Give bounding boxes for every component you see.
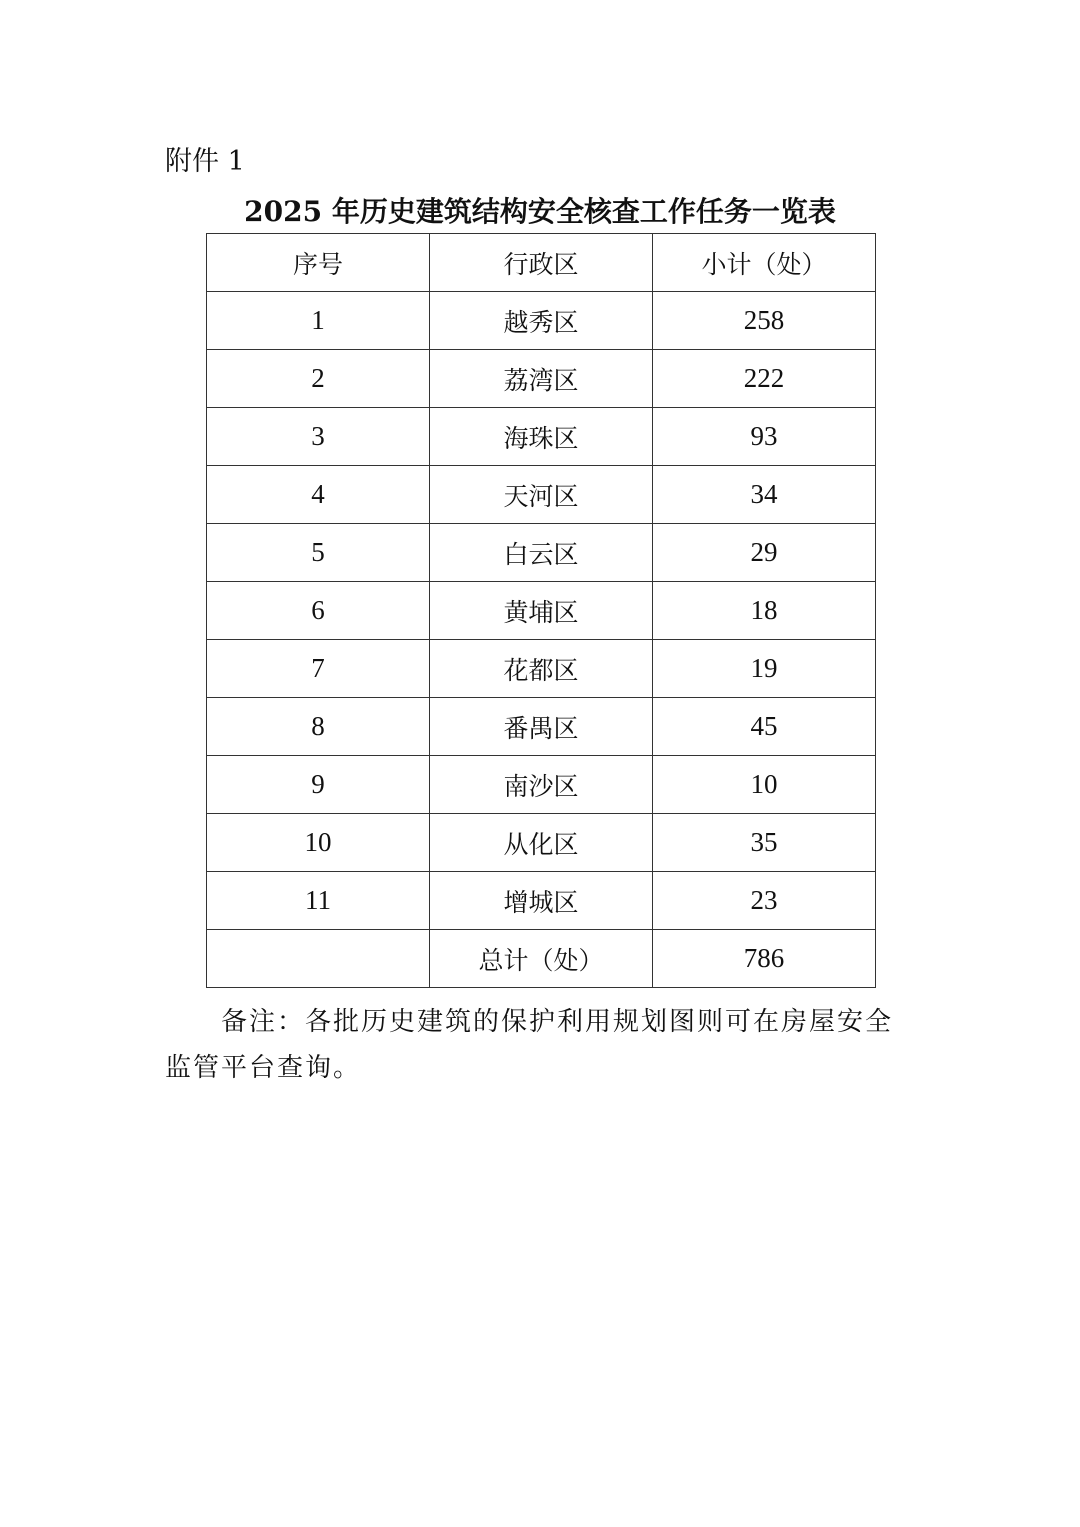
row-count: 45 [653,698,876,756]
row-count: 93 [653,408,876,466]
table-row [207,640,876,698]
table-row [207,814,876,872]
table-row [207,872,876,930]
attachment-label: 附件 1 [165,146,245,177]
row-no: 9 [207,756,430,814]
table-row [207,698,876,756]
row-count: 10 [653,756,876,814]
row-count: 23 [653,872,876,930]
row-no: 10 [207,814,430,872]
row-count: 258 [653,292,876,350]
row-count: 29 [653,524,876,582]
row-count: 222 [653,350,876,408]
table-row [207,350,876,408]
page-title: 2025 年历史建筑结构安全核查工作任务一览表 [244,195,836,228]
row-district: 天河区 [430,466,653,524]
row-no: 5 [207,524,430,582]
table-header-row [207,234,876,292]
table-row [207,582,876,640]
row-district: 越秀区 [430,292,653,350]
row-no: 1 [207,292,430,350]
row-district: 南沙区 [430,756,653,814]
row-count: 34 [653,466,876,524]
row-no: 4 [207,466,430,524]
table-row [207,466,876,524]
total-count: 786 [653,930,876,988]
row-no: 6 [207,582,430,640]
row-no: 11 [207,872,430,930]
row-district: 增城区 [430,872,653,930]
total-row [207,930,876,988]
row-no: 8 [207,698,430,756]
row-count: 35 [653,814,876,872]
total-label: 总计（处） [430,930,653,988]
header-no: 序号 [207,234,430,292]
note-line-1: 备注：各批历史建筑的保护利用规划图则可在房屋安全 [221,1007,894,1037]
table-row [207,292,876,350]
row-district: 黄埔区 [430,582,653,640]
row-no: 7 [207,640,430,698]
total-no [207,930,430,988]
table-row [207,524,876,582]
row-district: 番禺区 [430,698,653,756]
row-district: 海珠区 [430,408,653,466]
row-no: 2 [207,350,430,408]
note-line-2: 监管平台查询。 [165,1053,362,1083]
table-row [207,408,876,466]
row-count: 18 [653,582,876,640]
table-row [207,756,876,814]
row-district: 荔湾区 [430,350,653,408]
row-count: 19 [653,640,876,698]
row-no: 3 [207,408,430,466]
task-table [206,233,876,988]
row-district: 从化区 [430,814,653,872]
note [165,999,921,1091]
row-district: 白云区 [430,524,653,582]
header-count: 小计（处） [653,234,876,292]
row-district: 花都区 [430,640,653,698]
header-district: 行政区 [430,234,653,292]
